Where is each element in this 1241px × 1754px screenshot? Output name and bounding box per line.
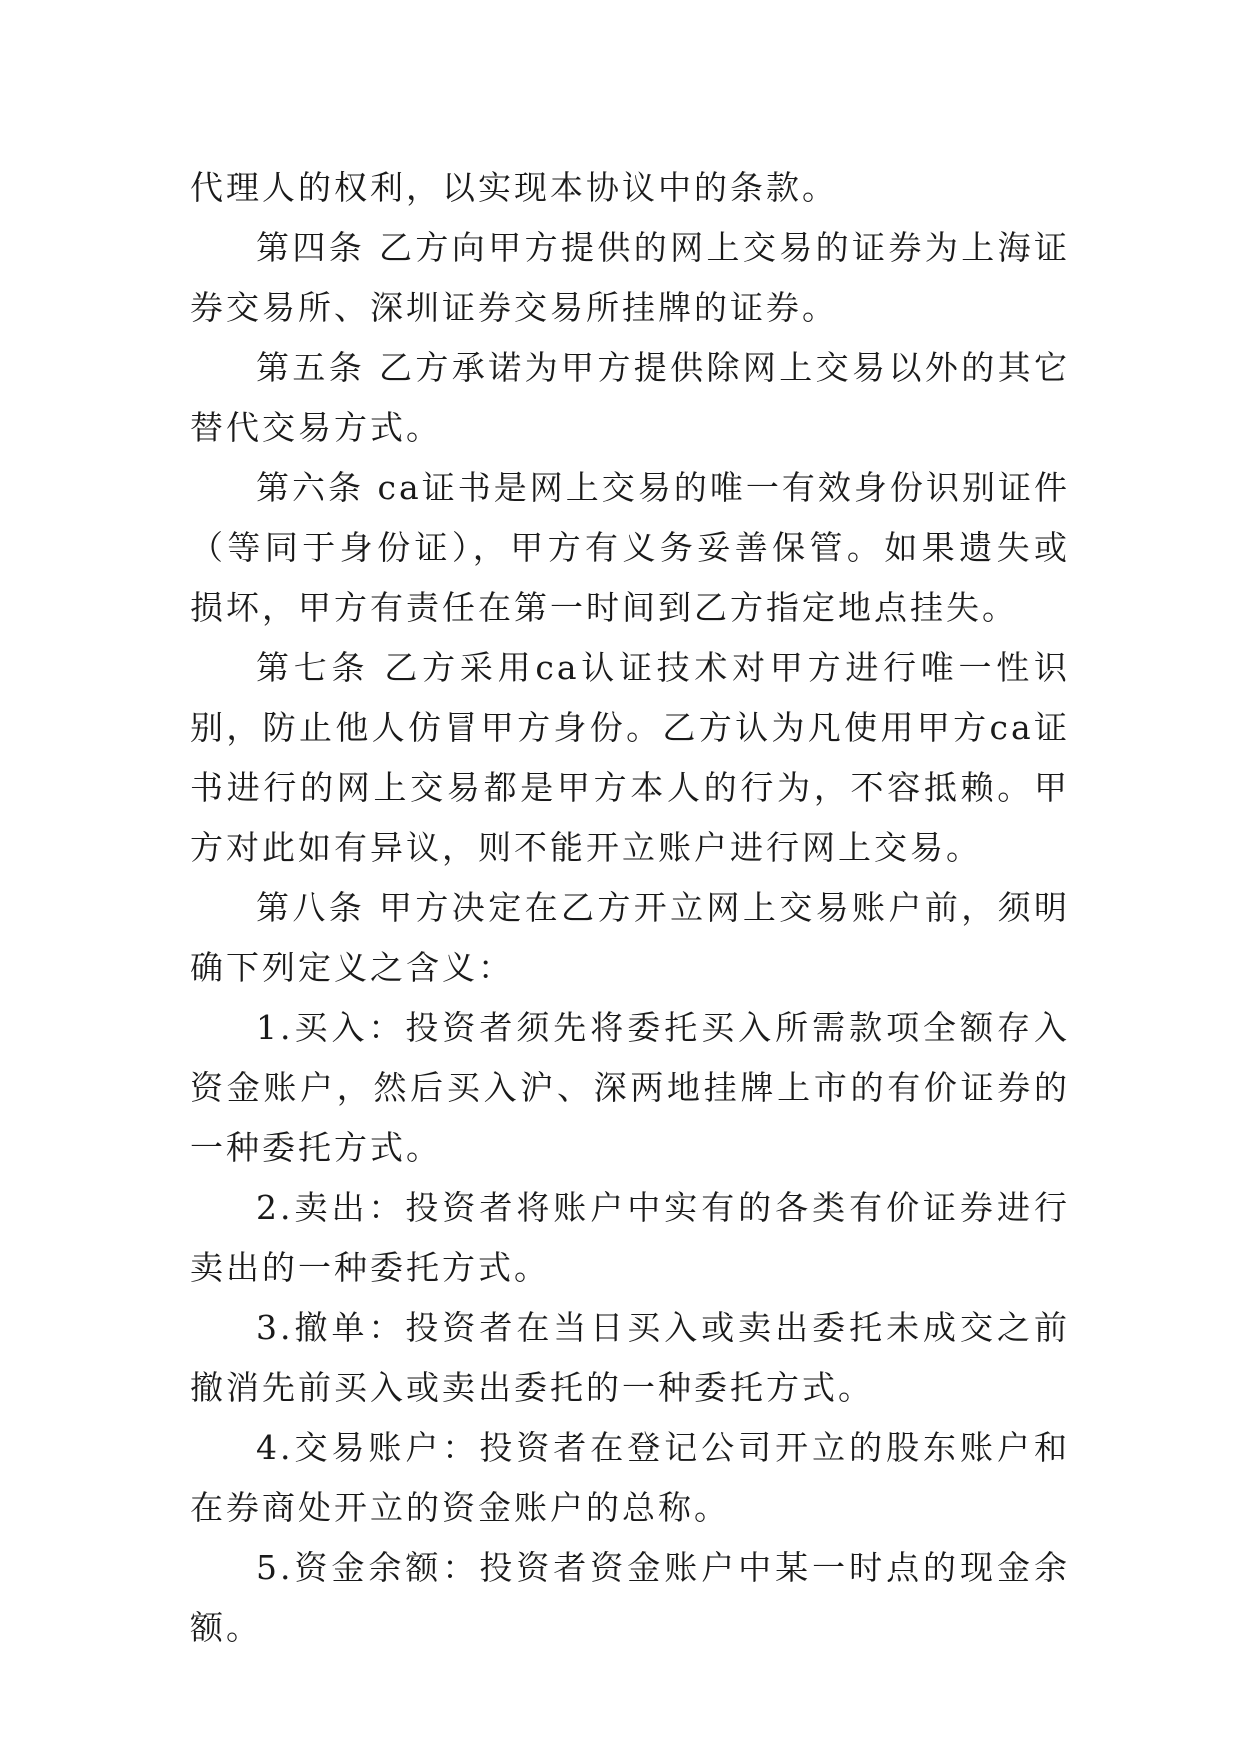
definition-item-fund-balance: 5.资金余额：投资者资金账户中某一时点的现金余额。 [190,1548,1070,1647]
definition-item-buy: 1.买入：投资者须先将委托买入所需款项全额存入资金账户，然后买入沪、深两地挂牌上市的有价证券的一种委托方式。 [190,1008,1070,1167]
definition-item-trading-account: 4.交易账户：投资者在登记公司开立的股东账户和在券商处开立的资金账户的总称。 [190,1428,1070,1527]
paragraph-article-7: 第七条 乙方采用ca认证技术对甲方进行唯一性识别，防止他人仿冒甲方身份。乙方认为凡使用甲方ca证书进行的网上交易都是甲方本人的行为，不容抵赖。甲方对此如有异议，则不能开立账户进行网上交易。 [190,648,1070,867]
document-body [190,158,1070,1658]
paragraph-article-5: 第五条 乙方承诺为甲方提供除网上交易以外的其它替代交易方式。 [190,348,1070,447]
paragraph-article-8: 第八条 甲方决定在乙方开立网上交易账户前，须明确下列定义之含义： [190,888,1070,987]
paragraph-continuation: 代理人的权利，以实现本协议中的条款。 [190,168,838,207]
paragraph-article-6: 第六条 ca证书是网上交易的唯一有效身份识别证件（等同于身份证），甲方有义务妥善保管。如果遗失或损坏，甲方有责任在第一时间到乙方指定地点挂失。 [190,468,1070,627]
paragraph-article-4: 第四条 乙方向甲方提供的网上交易的证券为上海证券交易所、深圳证券交易所挂牌的证券。 [190,228,1070,327]
definition-item-sell: 2.卖出：投资者将账户中实有的各类有价证券进行卖出的一种委托方式。 [190,1188,1070,1287]
definition-item-cancel: 3.撤单：投资者在当日买入或卖出委托未成交之前撤消先前买入或卖出委托的一种委托方式。 [190,1308,1070,1407]
